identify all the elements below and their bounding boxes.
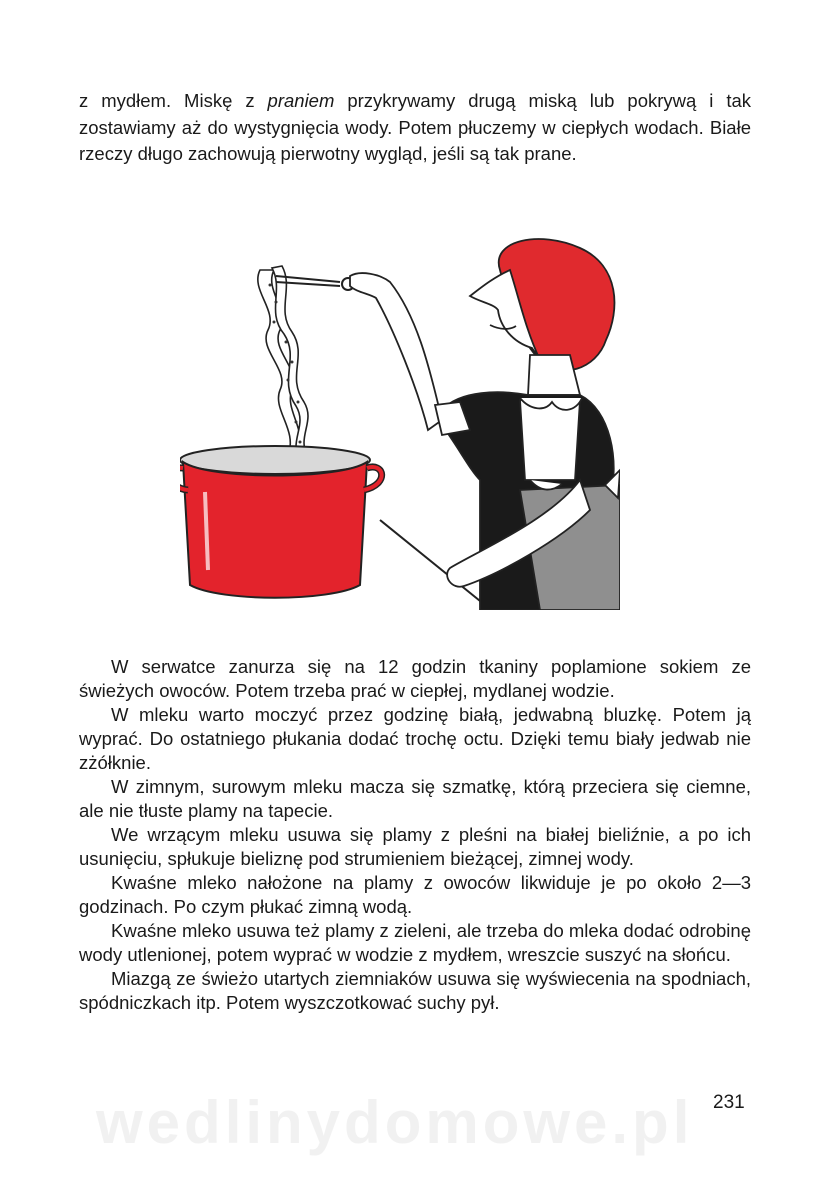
paragraph-sour-milk-fruit: Kwaśne mleko nałożone na plamy z owoców likwiduje je po około 2—3 godzinach. Po czym płukać zimną wodą. — [79, 872, 751, 917]
top-paragraph-before: z mydłem. Miskę z — [79, 90, 268, 111]
woman-boiling-laundry-illustration — [180, 230, 620, 610]
watermark: wedlinydomowe.pl — [96, 1089, 694, 1156]
paragraph-boiling-milk: We wrzącym mleku usuwa się plamy z pleśni na białej bieliźnie, a po ich usunięciu, spłukuje bieliznę pod strumieniem bieżącej, zimnej wody. — [79, 824, 751, 869]
tongs — [276, 276, 354, 290]
top-paragraph — [79, 88, 751, 168]
top-paragraph-italic: praniem — [267, 90, 335, 111]
body-text — [79, 655, 751, 1015]
paragraph-whey: W serwatce zanurza się na 12 godzin tkaniny poplamione sokiem ze świeżych owoców. Potem trzeba prać w ciepłej, mydlanej wodzie. — [79, 656, 751, 701]
paragraph-sour-milk-grass: Kwaśne mleko usuwa też plamy z zieleni, ale trzeba do mleka dodać odrobinę wody utlenionej, potem wyprać w wodzie z mydłem, wreszcie suszyć na słońcu. — [79, 920, 751, 965]
lace-fabric — [258, 266, 308, 462]
paragraph-potato-pulp: Miazgą ze świeżo utartych ziemniaków usuwa się wyświecenia na spodniach, spódniczkach itp. Potem wyszczotkować suchy pył. — [79, 968, 751, 1013]
top-paragraph-after: przykrywamy drugą miską lub pokrywą i tak zostawiamy aż do wystygnięcia wody. Potem płuczemy w ciepłych wodach. Białe rzeczy długo zachowują pierwotny wygląd, jeśli są tak prane. — [79, 90, 751, 164]
paragraph-cold-milk: W zimnym, surowym mleku macza się szmatkę, którą przeciera się ciemne, ale nie tłuste plamy na tapecie. — [79, 776, 751, 821]
paragraph-milk-silk: W mleku warto moczyć przez godzinę białą, jedwabną bluzkę. Potem ją wyprać. Do ostatniego płukania dodać trochę octu. Dzięki temu biały jedwab nie zżółknie. — [79, 704, 751, 773]
red-pot — [180, 446, 382, 598]
top-paragraph-text — [79, 88, 751, 168]
woman — [350, 239, 620, 610]
page-number: 231 — [713, 1092, 745, 1113]
